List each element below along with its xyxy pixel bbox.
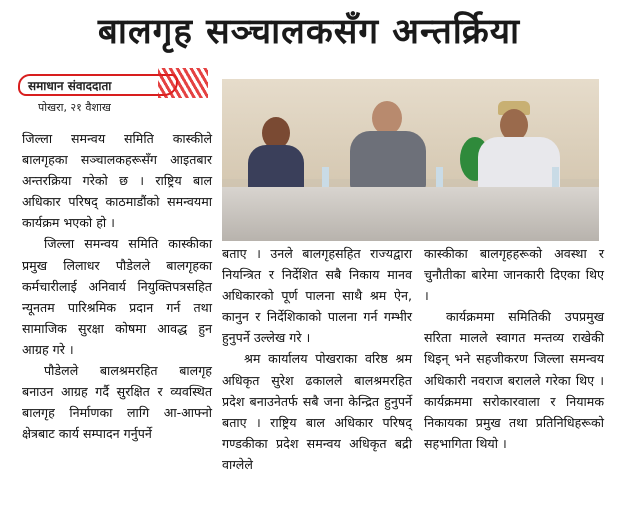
article-column-2	[222, 243, 412, 475]
paragraph: पौडेलले बालश्रमरहित बालगृह बनाउन आग्रह गर्दै सुरक्षित र व्यवस्थित बालगृह निर्माणका लागि आ-आफ्नो क्षेत्रबाट कार्य सम्पादन गर्नुपर्ने	[22, 363, 212, 442]
water-bottle	[436, 167, 443, 187]
paragraph: बताए । उनले बालगृहसहित राज्यद्वारा नियन्त्रित र निर्देशित सबै निकाय मानव अधिकारको पूर्ण पालना साथै श्रम ऐन, कानुन र निर्देशिकाको पालना गर्न गम्भीर हुनुपर्ने उल्लेख गरे ।	[222, 246, 412, 346]
paragraph: श्रम कार्यालय पोखराका वरिष्ठ श्रम अधिकृत सुरेश ढकालले बालश्रमरहित प्रदेश बनाउनेतर्फ सबै जना केन्द्रित हुनुपर्ने बताए । राष्ट्रिय बाल अधिकार परिषद् गण्डकीका प्रदेश समन्वय अधिकृत बद्री वाग्लेले	[222, 351, 412, 472]
person-man-center-head	[372, 101, 402, 135]
paragraph: जिल्ला समन्वय समिति कास्कीका प्रमुख लिलाधर पौडेलले बालगृहका कर्मचारीलाई अनिवार्य नियुक्तिपत्रसहित न्यूनतम पारिश्रमिक प्रदान गर्न तथा सामाजिक सुरक्षा कोषमा आवद्ध हुन आग्रह गरे ।	[22, 236, 212, 357]
paragraph: जिल्ला समन्वय समिति कास्कीले बालगृहका सञ्चालकहरूसँग आइतबार अन्तरक्रिया गरेको छ । राष्ट्रिय बाल अधिकार परिषद् काठमाडौंको समन्वयमा कार्यक्रम भएको हो ।	[22, 131, 212, 231]
water-bottle	[552, 167, 559, 187]
dateline: पोखरा, २१ वैशाख	[38, 101, 111, 114]
article-column-1	[22, 128, 212, 444]
byline: समाधान संवाददाता	[28, 79, 112, 93]
headline: बालगृह सञ्चालकसँग अन्तर्क्रिया	[97, 12, 521, 52]
red-scribble-mark	[158, 68, 208, 98]
water-bottle	[322, 167, 329, 187]
news-photo	[222, 79, 599, 241]
person-man-center-body	[350, 131, 426, 189]
person-man-right-body	[478, 137, 560, 193]
article-column-3	[424, 243, 604, 454]
paragraph: कास्कीका बालगृहहरूको अवस्था र चुनौतीका बारेमा जानकारी दिएका थिए ।	[424, 246, 604, 304]
byline-box	[18, 74, 178, 96]
table	[222, 187, 599, 241]
paragraph: कार्यक्रममा समितिकी उपप्रमुख सरिता मालले स्वागत मन्तव्य राखेकी थिइन् भने सहजीकरण जिल्ला समन्वय अधिकारी नवराज बरालले गरेका थिए । कार्यक्रममा सरोकारवाला र नियामक निकायका प्रमुख तथा प्रतिनिधिहरूको सहभागिता थियो ।	[424, 309, 604, 451]
